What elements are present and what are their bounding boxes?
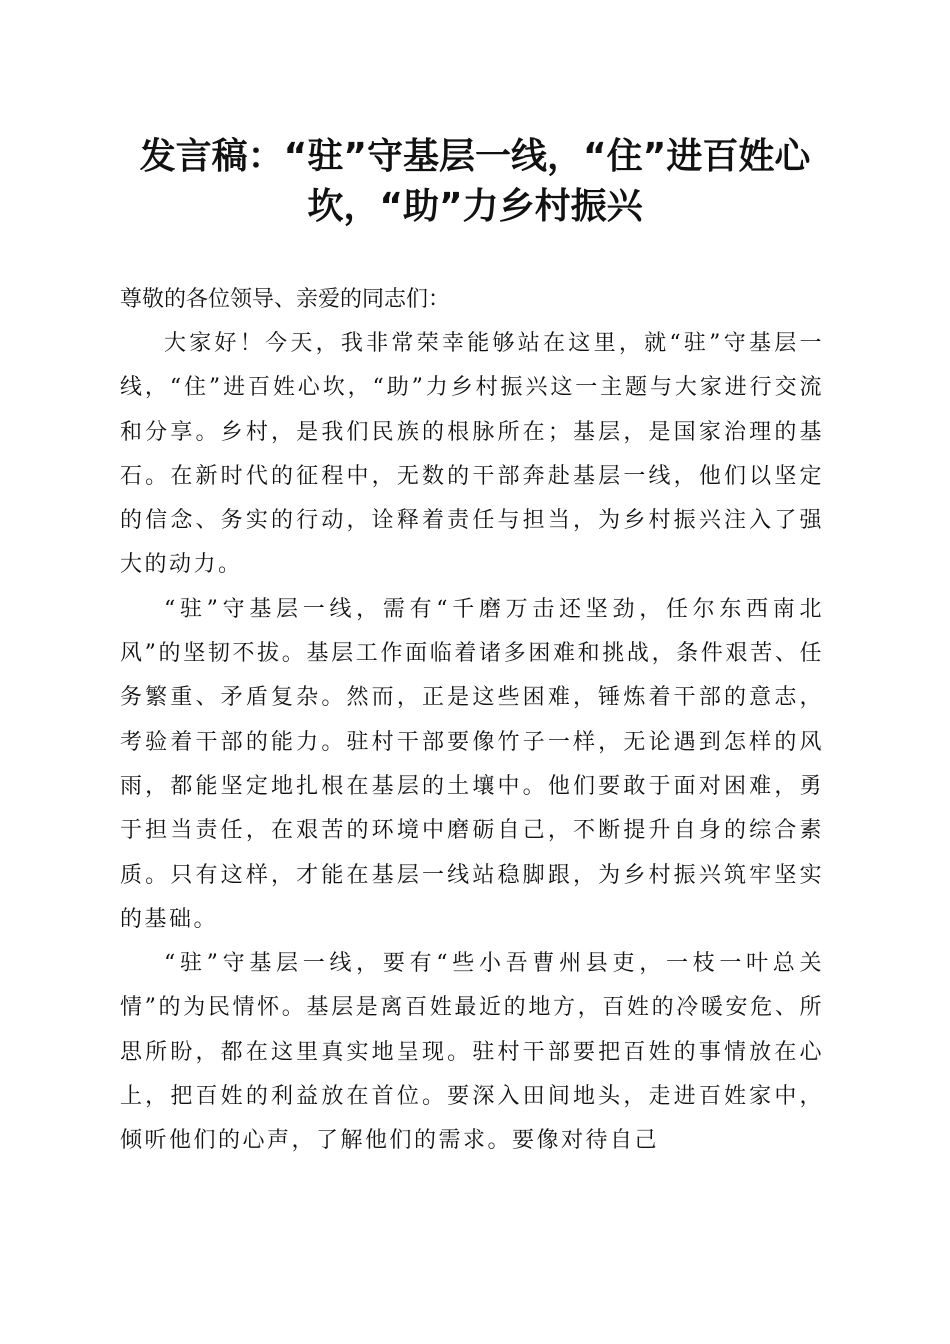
paragraph-1: 大家好！今天，我非常荣幸能够站在这里，就“驻”守基层一线，“住”进百姓心坎，“助”力乡村振兴这一主题与大家进行交流和分享。乡村，是我们民族的根脉所在；基层，是国家治理的基石。在新时代的征程中，无数的干部奔赴基层一线，他们以坚定的信念、务实的行动，诠释着责任与担当，为乡村振兴注入了强大的动力。: [120, 331, 824, 578]
salutation: 尊敬的各位领导、亲爱的同志们：: [120, 287, 451, 312]
paragraph-2: “驻”守基层一线，需有“千磨万击还坚劲，任尔东西南北风”的坚韧不拔。基层工作面临着诸多困难和挑战，条件艰苦、任务繁重、矛盾复杂。然而，正是这些困难，锤炼着干部的意志，考验着干部的能力。驻村干部要像竹子一样，无论遇到怎样的风雨，都能坚定地扎根在基层的土壤中。他们要敢于面对困难，勇于担当责任，在艰苦的环境中磨砺自己，不断提升自身的综合素质。只有这样，才能在基层一线站稳脚跟，为乡村振兴筑牢坚实的基础。: [120, 596, 824, 932]
title-line-1: 发言稿：“驻”守基层一线，“住”进百姓心: [139, 136, 811, 177]
paragraph-3: “驻”守基层一线，要有“些小吾曹州县吏，一枝一叶总关情”的为民情怀。基层是离百姓最近的地方，百姓的冷暖安危、所思所盼，都在这里真实地呈现。驻村干部要把百姓的事情放在心上，把百姓的利益放在首位。要深入田间地头，走进百姓家中，倾听他们的心声，了解他们的需求。要像对待自己: [120, 951, 824, 1154]
document-title: [100, 132, 850, 232]
document-body: [120, 282, 824, 1164]
title-line-2: 坎，“助”力乡村振兴: [307, 186, 643, 227]
